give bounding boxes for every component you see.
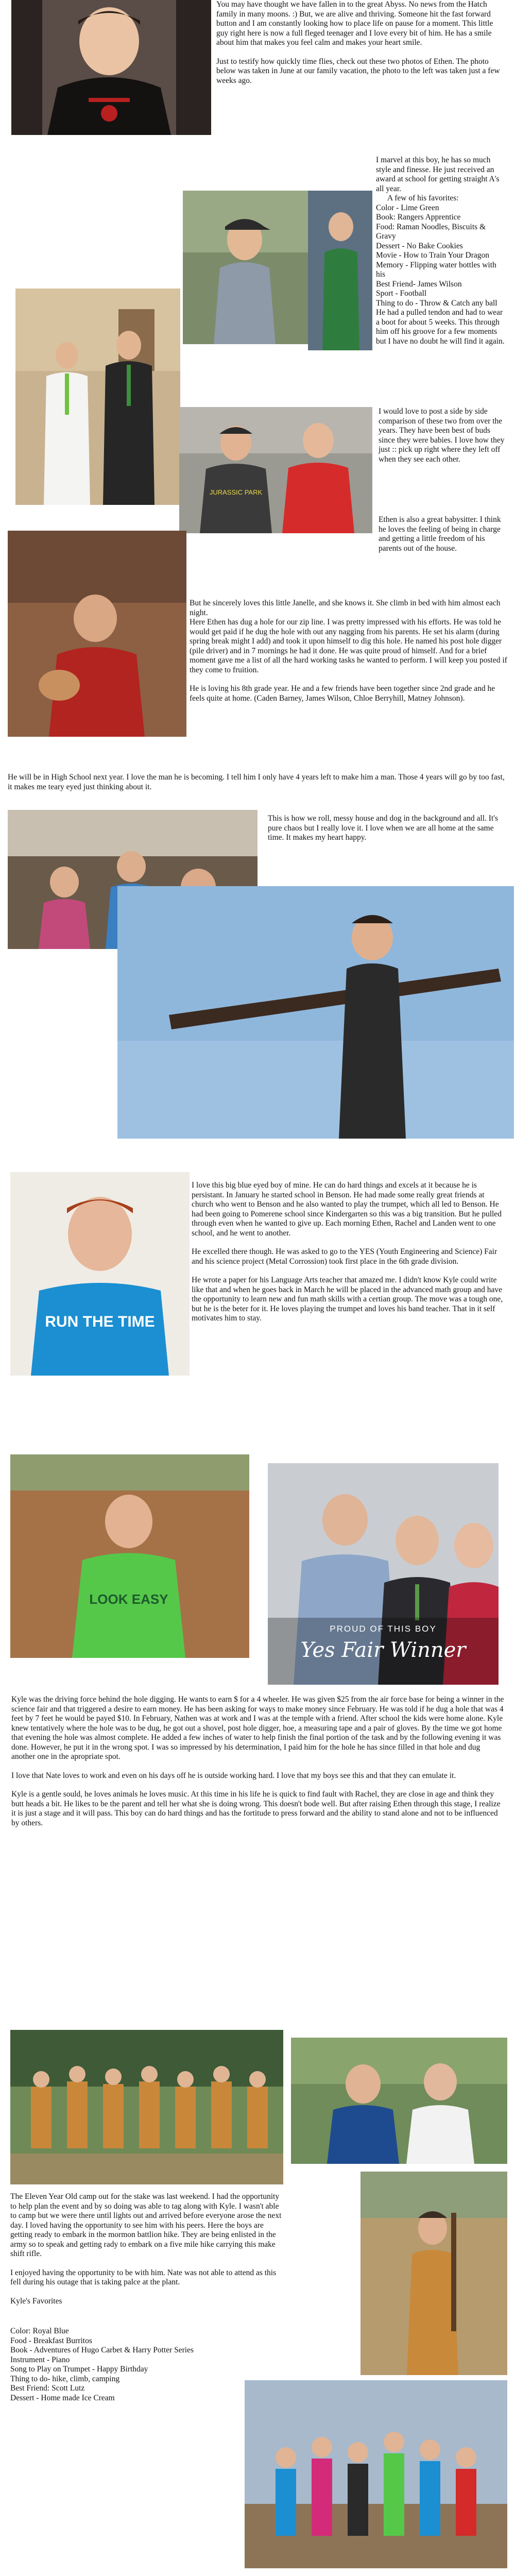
favorite-item: Food - Breakfast Burritos <box>10 2336 92 2345</box>
kyle-paragraph-3: He wrote a paper for his Language Arts teacher that amazed me. I didn't know Kyle could write like that and when he goes back in March he will be placed in the advanced math group and have the opportunity to learn new and fun math skills with a certian group. The move was a tough one, but he is the beter for it. He loves playing the trumpet and loves his band teacher. That in it self motivates him to stay. <box>192 1276 503 1323</box>
photo-ethen-green <box>308 191 372 350</box>
photo-ethen-cap <box>183 191 317 344</box>
janelle-paragraph: But he sincerely loves this little Janelle, and she knows it. She climb in bed with him almost each night. <box>190 599 501 617</box>
ethen-awards-text <box>376 156 506 346</box>
compare-paragraph: I would love to post a side by side comparison of these two from over the years. They have been best of buds since they were babies. I love how they just :: pick up right where they left off when they see each other. <box>379 407 505 464</box>
look-shirt-text: LOOK EASY <box>89 1591 168 1607</box>
kyle-favorites-list <box>10 2327 283 2403</box>
photo-ethen-suits <box>15 289 180 505</box>
driving-paragraph: Kyle was the driving force behind the hole digging. He wants to earn $ for a 4 wheeler. He was given $25 from the air force base for being a winner in the science fair and that triggered a desire to earn money. He has been asking for ways to make money since February. He was told if he dug a hole that was 4 feet by 7 feet he would be payed $10. In February, Nathen was at work and I was at the temple with a friend. After school the kids were home alone. Kyle knew tentatively where the hole was to be dug, he got out a shovel, post hole digger, hoe, a measuring tape and a pair of gloves. By the time we got home that evening the hole was almost complete. He added a few inches of water to help finish the final portion of the task and by the following evening it was done. However, he put it in the wrong spot. I was so impressed by his determination, I paid him for the hole he has since filled in that hole and dug another one in the apropriate spot. <box>11 1695 504 1761</box>
favorite-item: Food: Raman Noodles, Biscuits & Gravy <box>376 222 486 241</box>
ethen-highschool-text <box>8 773 507 801</box>
favorite-item: Book: Rangers Apprentice <box>376 213 461 222</box>
badge-top-text: PROUD OF THIS BOY <box>330 1624 437 1634</box>
favorite-item: Color - Lime Green <box>376 203 439 212</box>
photo-ethen-sky <box>117 886 514 1139</box>
hole-paragraph: Here Ethen has dug a hole for our zip line. I was pretty impressed with his efforts. He was told he would get paid if he dug the hole with out any nagging from his parents. He set his alarm (during spring break might I add) and took it upon himself to dig this hole. He named his post hole digger (pile driver) and in 7 mornings he had it done. He was quite proud of himself. And for a brief moment gave me a list of all the hard working tasks he wanted to perform. I will keep you posted if they come to fruition. <box>190 618 507 674</box>
intro-text <box>216 0 505 95</box>
photo-kyle-rifle <box>360 2172 507 2375</box>
favorite-item: Movie - How to Train Your Dragon <box>376 251 490 260</box>
favorite-item: Memory - Flipping water bottles with his <box>376 260 496 279</box>
run-shirt-text: RUN THE TIME <box>45 1313 155 1330</box>
favorite-item: Color: Royal Blue <box>10 2327 69 2335</box>
badge-main-text: Yes Fair Winner <box>300 1638 466 1662</box>
messy-paragraph: This is how we roll, messy house and dog in the background and all. It's pure chaos but I really love it. I love when we are all home at the same time. It makes my heart happy. <box>268 814 499 842</box>
favorite-item: Song to Play on Trumpet - Happy Birthday <box>10 2365 148 2374</box>
kyle-school-text <box>192 1181 506 1333</box>
eighth-grade-paragraph: He is loving his 8th grade year. He and a few friends have been together since 2nd grade and he feels quite at home. (Caden Barney, James Wilson, Chloe Berryhill, Matney Johnson). <box>190 684 495 703</box>
favorite-item: Book - Adventures of Hugo Carbet & Harry Potter Series <box>10 2346 194 2354</box>
kyle-driving-text <box>11 1695 506 1837</box>
photo-family <box>245 2380 507 2568</box>
kyle-favorites-heading: Kyle's Favorites <box>10 2296 62 2306</box>
favorite-item: Dessert - Home made Ice Cream <box>10 2393 115 2402</box>
intro-paragraph-2: Just to testify how quickly time flies, check out these two photos of Ethen. The photo below was taken in June at our family vacation, the photo to the left was taken just a few weeks ago. <box>216 57 500 85</box>
photo-ethen-and-friend <box>179 407 372 533</box>
campout-paragraph: The Eleven Year Old camp out for the stake was last weekend. I had the opportunity to help plan the event and by so doing was able to tag along with Kyle. I wasn't able to camp but we were there until lights out and arrived before everyone arose the next day. I loved having the opportunity to see him with his peers. Here the boys are getting ready to embark in the mormon battlion hike. They are being enlisted in the army so to speak and getting rady to embark on a five mile hike carrying this make shift rifle. <box>10 2192 282 2258</box>
favorite-item: Instrument - Piano <box>10 2355 70 2364</box>
favorite-item: Sport - Football <box>376 289 427 298</box>
ethen-favorites-heading: A few of his favorites: <box>387 194 459 202</box>
photo-kyle-blue-shirt <box>10 1172 190 1376</box>
messy-house-text <box>268 814 505 852</box>
intro-paragraph-1: You may have thought we have fallen in to the great Abyss. No news from the Hatch family in many moons. :) But, we are alive and thriving. Someone hit the fast forward button and I am constantly looking how to place life on pause for a moment. This little guy right here is now a full fleged teenager and I love every bit of him. He has a smile about him that makes you feel calm and makes your heart smile. <box>216 0 493 47</box>
favorite-item: Best Friend- James Wilson <box>376 279 462 289</box>
gentle-paragraph: Kyle is a gentle sould, he loves animals he loves music. At this time in his life he is quick to find fault with Rachel, they are close in age and think they butt heads a bit. He likes to be the parent and tell her what she is doing wrong. This doesn't bode well. But after raising Ethen through this stage, I realize it is just a stage and it will pass. This boy can do hard things and has the fortitude to press forward and the ability to stand alone and not to be influenced by others. <box>11 1790 501 1827</box>
ethen-babysitter-text <box>379 515 507 563</box>
photo-ethen-janelle <box>8 531 186 737</box>
ethen-zipline-text <box>190 599 509 703</box>
ethen-style-text: I marvel at this boy, he has so much style and finesse. He just received an award at school for getting straight A's all year. <box>376 156 500 193</box>
highschool-paragraph: He will be in High School next year. I love the man he is becoming. I tell him I only have 4 years left to make him a man. Those 4 years will go by too fast, it makes me teary eyed just thinking about it. <box>8 773 505 791</box>
photo-yes-fair-winner <box>268 1463 499 1685</box>
ethen-favorites-list <box>376 204 506 347</box>
favorite-item: Dessert - No Bake Cookies <box>376 241 463 250</box>
enjoyed-paragraph: I enjoyed having the opportunity to be with him. Nate was not able to attend as this fell during his outage that is taking palce at the plant. <box>10 2268 277 2286</box>
jurassic-shirt-text: JURASSIC PARK <box>209 488 263 496</box>
photo-kyle-and-mom <box>291 2038 507 2164</box>
favorite-item: Best Friend: Scott Lutz <box>10 2384 85 2393</box>
favorite-item: Thing to do - Throw & Catch any ball <box>376 298 497 308</box>
kyle-paragraph-1: I love this big blue eyed boy of mine. He can do hard things and excels at it because he is persistant. In January he started school in Benson. He had made some really great friends at church who went to Benson and he also wanted to play the trumpet, which all led to Benson. He had been going to Pomerene school since Kindergarten so this was a big transition. But he pulled through even when he wanted to give up. Each morning Ethen, Rachel and Landen went to one school, and he went to another. <box>192 1181 502 1238</box>
ethen-compare-text <box>379 407 507 473</box>
nate-paragraph: I love that Nate loves to work and even on his days off he is outside working hard. I love that my boys see this and that they can emulate it. <box>11 1771 456 1780</box>
photo-kyle-green-shirt <box>10 1454 249 1658</box>
photo-ethen-portrait <box>11 0 211 135</box>
favorite-item: He had a pulled tendon and had to wear a boot for about 5 weeks. This through him off his groove for a few moments but I have no doubt he will find it again. <box>376 308 505 346</box>
babysitter-paragraph: Ethen is also a great babysitter. I think he loves the feeling of being in charge and getting a little freedom of his parents out of the house. <box>379 515 501 553</box>
campout-text <box>10 2192 283 2403</box>
kyle-paragraph-2: He excelled there though. He was asked to go to the YES (Youth Engineering and Science) Fair and his science project (Metal Corrossion) took first place in the 6th grade division. <box>192 1247 497 1266</box>
photo-scouts-group <box>10 2030 283 2184</box>
favorite-item: Thing to do- hike, climb, camping <box>10 2374 120 2383</box>
